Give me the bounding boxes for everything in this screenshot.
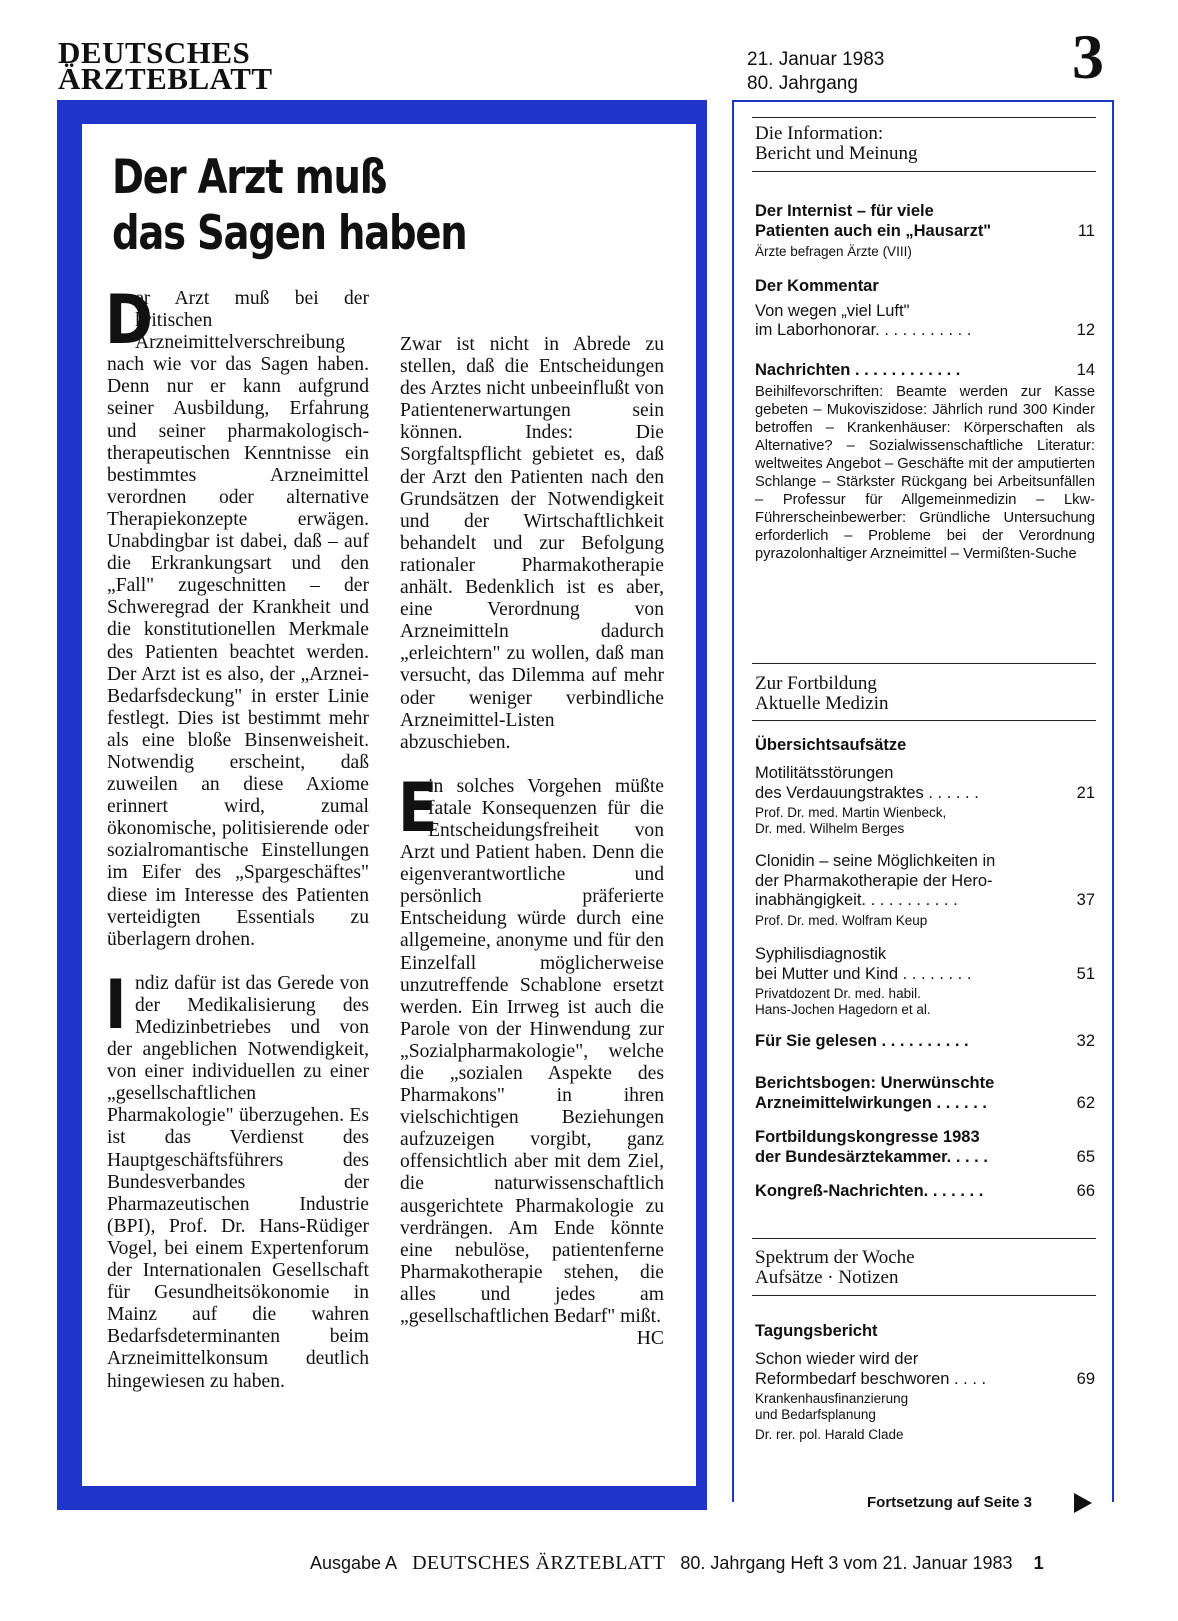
toc-entry-title: Schon wieder wird der xyxy=(755,1350,919,1368)
toc-page-number: 11 xyxy=(1077,221,1095,240)
toc-page-number: 62 xyxy=(1076,1093,1095,1112)
toc-entry-kongresse[interactable] xyxy=(755,1128,1095,1167)
toc-entry-syphilis[interactable] xyxy=(755,945,1095,1018)
footer-edition: Ausgabe A xyxy=(310,1553,398,1573)
author-signature: HC xyxy=(636,1328,664,1350)
continued-link[interactable]: Fortsetzung auf Seite 3 xyxy=(867,1494,1033,1511)
toc-news-summary: Beihilfevorschriften: Beamte werden zur Kasse gebeten – Mukoviszidose: Jährlich rund 300 Kinder betroffen – Krankenhäuser: Körperschaften als Alternative? – Sozialwissenschaftliche Literatur: weltweites Angebot – Geschäfte mit der amputierten Schlange – Stärkster Rückgang bei Arbeitsunfällen – Professur für Allgemeinmedizin – Lkw-Führerscheinbewerber: Gründliche Untersuchung erforderlich – Probleme bei der Verordnung pyrazolonhaltiger Arzneimittel – Vermißten-Suche xyxy=(755,383,1095,562)
masthead-logo xyxy=(58,35,273,96)
toc-entry-subtitle: und Bedarfsplanung xyxy=(755,1407,876,1422)
divider xyxy=(752,663,1096,664)
toc-entry-title: Für Sie gelesen . . . . . . . . . . xyxy=(755,1032,969,1050)
issue-number: 3 xyxy=(1072,21,1104,92)
toc-entry-author: Hans-Jochen Hagedorn et al. xyxy=(755,1002,931,1017)
issue-year: 80. Jahrgang xyxy=(747,73,858,94)
divider xyxy=(752,1295,1096,1296)
drop-cap: E xyxy=(398,768,438,848)
paragraph-1-text: er Arzt muß bei der kritischen Arzneimittelverschreibung nach wie vor das Sagen haben. Denn nur er kann aufgrund seiner Ausbildung, Erfahrung und seiner pharmakologisch-therapeutischen Kenntnisse ein bestimmtes Arzneimittel verordnen oder alternative Therapiekonzepte erwägen. Unabdingbar ist dabei, daß – auf die Erkrankungsart und den „Fall" zugeschnitten – der Schweregrad der Krankheit und die konstitutionellen Merkmale des Patienten beachtet werden. Der Arzt ist es also, der „Arznei-Bedarfsdeckung" in erster Linie festlegt. Dies ist bestimmt mehr als eine bloße Binsenweisheit. Notwendig erscheint, daß zuweilen an diese Axiome erinnert wird, zumal ökonomische, politisierende oder sozialromantische Einstellungen im Eifer des „Spargeschäftes" diese im Interesse des Patienten verteidigten Essentials zu überlagern drohen. xyxy=(107,288,369,950)
issue-date: 21. Januar 1983 xyxy=(747,49,885,70)
toc-entry-title: der Bundesärztekammer. . . . . xyxy=(755,1147,988,1166)
toc-entry-title: Arzneimittelwirkungen . . . . . . xyxy=(755,1093,987,1112)
section-heading-line: Spektrum der Woche xyxy=(755,1247,915,1268)
toc-section-label: Der Kommentar xyxy=(755,277,879,295)
toc-page-number: 32 xyxy=(1076,1032,1095,1050)
toc-entry-internist[interactable] xyxy=(755,202,1095,260)
section-heading-line: Aufsätze · Notizen xyxy=(755,1267,899,1288)
toc-entry-title: Motilitätsstörungen xyxy=(755,764,894,782)
toc-entry-title: Patienten auch ein „Hausarzt" xyxy=(755,221,992,240)
paragraph-4 xyxy=(398,768,664,1350)
toc-entry-motilitaet[interactable] xyxy=(755,764,1095,837)
toc-entry-uebersicht xyxy=(755,736,1095,756)
headline-line1: Der Arzt muß xyxy=(112,150,387,205)
paragraph-1 xyxy=(105,281,369,951)
toc-entry-title: Syphilisdiagnostik xyxy=(755,945,887,963)
toc-entry-title: Von wegen „viel Luft" xyxy=(755,301,910,320)
toc-entry-kongress-nachrichten[interactable] xyxy=(755,1182,1095,1202)
paragraph-3: Zwar ist nicht in Abrede zu stellen, daß die Entscheidungen des Arztes nicht unbeeinflußt von Patientenerwartungen sein können. Indes: Die Sorgfaltspflicht gebietet es, daß der Arzt den Patienten nach den Grundsätzen der Notwendigkeit und der Wirtschaftlichkeit behandelt und zur Befolgung rationaler Pharmakotherapie anhält. Bedenklich ist es aber, eine Verordnung von Arzneimitteln dadurch „erleichtern" zu wollen, daß man versucht, das Dilemma auf mehr oder weniger verbindliche Arzneimittel-Listen abzuschieben. xyxy=(400,334,664,753)
toc-page-number: 65 xyxy=(1076,1147,1095,1166)
divider xyxy=(752,171,1096,172)
toc-entry-title: im Laborhonorar. . . . . . . . . . . xyxy=(755,321,972,339)
paragraph-4-text: in solches Vorgehen müßte fatale Konsequenzen für die Entscheidungsfreiheit von Arzt und Patient haben. Denn die eigenverantwortliche und persönlich präferierte Entscheidung würde durch eine allgemeine, anonyme und für den Einzelfall möglicherweise unzutreffende Schablone ersetzt werden. Ein Irrweg ist auch die Parole von der Hinwendung zur „Sozialpharmakologie", welche die „sozialen Aspekte des Pharmakons" in ihren vielschichtigen Beziehungen aufzuzeigen vorgibt, ganz offensichtlich aber mit dem Ziel, die naturwissenschaftlich ausgerichtete Pharmakologie zu verdrängen. Am Ende könnte eine nebulöse, patientenferne Pharmakotherapie stehen, die alles und jedes am „gesellschaftlichen Bedarf" mißt. xyxy=(400,775,664,1328)
toc-entry-kommentar[interactable] xyxy=(755,277,1095,341)
masthead-line2: ÄRZTEBLATT xyxy=(58,61,273,96)
paragraph-2-text: ndiz dafür ist das Gerede von der Medikalisierung des Medizinbetriebes und von der angeblichen Notwendigkeit, von einer individuellen zu einer „gesellschaftlichen Pharmakologie" überzugehen. Es ist das Verdienst des Hauptgeschäftsführers des Bundesverbandes der Pharmazeutischen Industrie (BPI), Prof. Dr. Hans-Rüdiger Vogel, bei einem Expertenforum der Internationalen Gesellschaft für Gesundheitsökonomie in Mainz auf die wahren Bedarfsdeterminanten beim Arzneimittelkonsum deutlich hingewiesen zu haben. xyxy=(107,972,369,1392)
toc-page-number: 66 xyxy=(1076,1182,1095,1200)
drop-cap: I xyxy=(105,965,127,1045)
paragraph-2 xyxy=(105,965,369,1393)
section-heading-spektrum xyxy=(755,1248,915,1288)
toc-page-number: 14 xyxy=(1076,361,1095,379)
footer-issue: 80. Jahrgang Heft 3 vom 21. Januar 1983 xyxy=(680,1553,1013,1573)
headline-line2: das Sagen haben xyxy=(112,206,467,261)
toc-entry-author: Prof. Dr. med. Wolfram Keup xyxy=(755,912,928,928)
toc-entry-title: inabhängigkeit. . . . . . . . . . . xyxy=(755,891,958,909)
toc-page-number: 37 xyxy=(1076,891,1095,909)
toc-entry-nachrichten[interactable] xyxy=(755,361,1095,563)
toc-entry-title: Der Internist – für viele xyxy=(755,202,934,220)
toc-entry-subtitle: Krankenhausfinanzierung xyxy=(755,1391,909,1406)
toc-entry-title: Berichtsbogen: Unerwünschte xyxy=(755,1074,995,1092)
toc-entry-author: Dr. rer. pol. Harald Clade xyxy=(755,1427,904,1442)
article-column-2 xyxy=(400,288,664,1350)
section-heading-line: Die Information: xyxy=(755,123,884,144)
article-headline xyxy=(112,150,538,262)
toc-entry-author: Privatdozent Dr. med. habil. xyxy=(755,986,921,1001)
section-heading-fortbildung xyxy=(755,674,889,714)
toc-entry-title: Clonidin – seine Möglichkeiten in xyxy=(755,852,996,870)
toc-entry-title: des Verdauungstraktes . . . . . . xyxy=(755,783,979,802)
toc-entry-tagungsbericht xyxy=(755,1322,1095,1342)
toc-entry-title: der Pharmakotherapie der Hero- xyxy=(755,871,993,890)
toc-entry-title: Fortbildungskongresse 1983 xyxy=(755,1128,980,1146)
section-heading-line: Zur Fortbildung xyxy=(755,673,877,694)
toc-entry-author: Prof. Dr. med. Martin Wienbeck, xyxy=(755,805,947,820)
page-footer xyxy=(310,1552,1044,1575)
toc-entry-title: Kongreß-Nachrichten. . . . . . . xyxy=(755,1182,984,1200)
article-column-1 xyxy=(105,281,369,1415)
toc-page-number: 69 xyxy=(1076,1369,1095,1388)
issue-date-block xyxy=(747,48,884,96)
divider xyxy=(752,117,1096,118)
toc-entry-title: bei Mutter und Kind . . . . . . . . xyxy=(755,964,972,983)
footer-publication: DEUTSCHES ÄRZTEBLATT xyxy=(412,1552,666,1574)
toc-entry-title: Reformbedarf beschworen . . . . xyxy=(755,1369,987,1388)
section-heading-information xyxy=(755,124,918,164)
divider xyxy=(752,720,1096,721)
toc-section-label: Tagungsbericht xyxy=(755,1322,878,1340)
drop-cap: D xyxy=(105,281,153,360)
toc-page-number: 12 xyxy=(1076,321,1095,339)
toc-page-number: 51 xyxy=(1076,964,1095,983)
toc-section-label: Übersichtsaufsätze xyxy=(755,736,907,754)
divider xyxy=(752,1238,1096,1239)
section-heading-line: Aktuelle Medizin xyxy=(755,693,889,714)
toc-page-number: 21 xyxy=(1076,783,1095,802)
toc-entry-subtitle: Ärzte befragen Ärzte (VIII) xyxy=(755,244,912,259)
toc-entry-gelesen[interactable] xyxy=(755,1032,1095,1052)
toc-entry-clonidin[interactable] xyxy=(755,852,1095,929)
masthead-line1: DEUTSCHES xyxy=(58,35,251,70)
toc-entry-reformbedarf[interactable] xyxy=(755,1350,1095,1443)
toc-entry-berichtsbogen[interactable] xyxy=(755,1074,1095,1113)
footer-page-number: 1 xyxy=(1033,1553,1044,1573)
section-heading-line: Bericht und Meinung xyxy=(755,143,918,164)
arrow-right-icon xyxy=(1074,1493,1092,1513)
toc-entry-author: Dr. med. Wilhelm Berges xyxy=(755,821,905,836)
toc-section-label: Nachrichten . . . . . . . . . . . . xyxy=(755,361,961,379)
